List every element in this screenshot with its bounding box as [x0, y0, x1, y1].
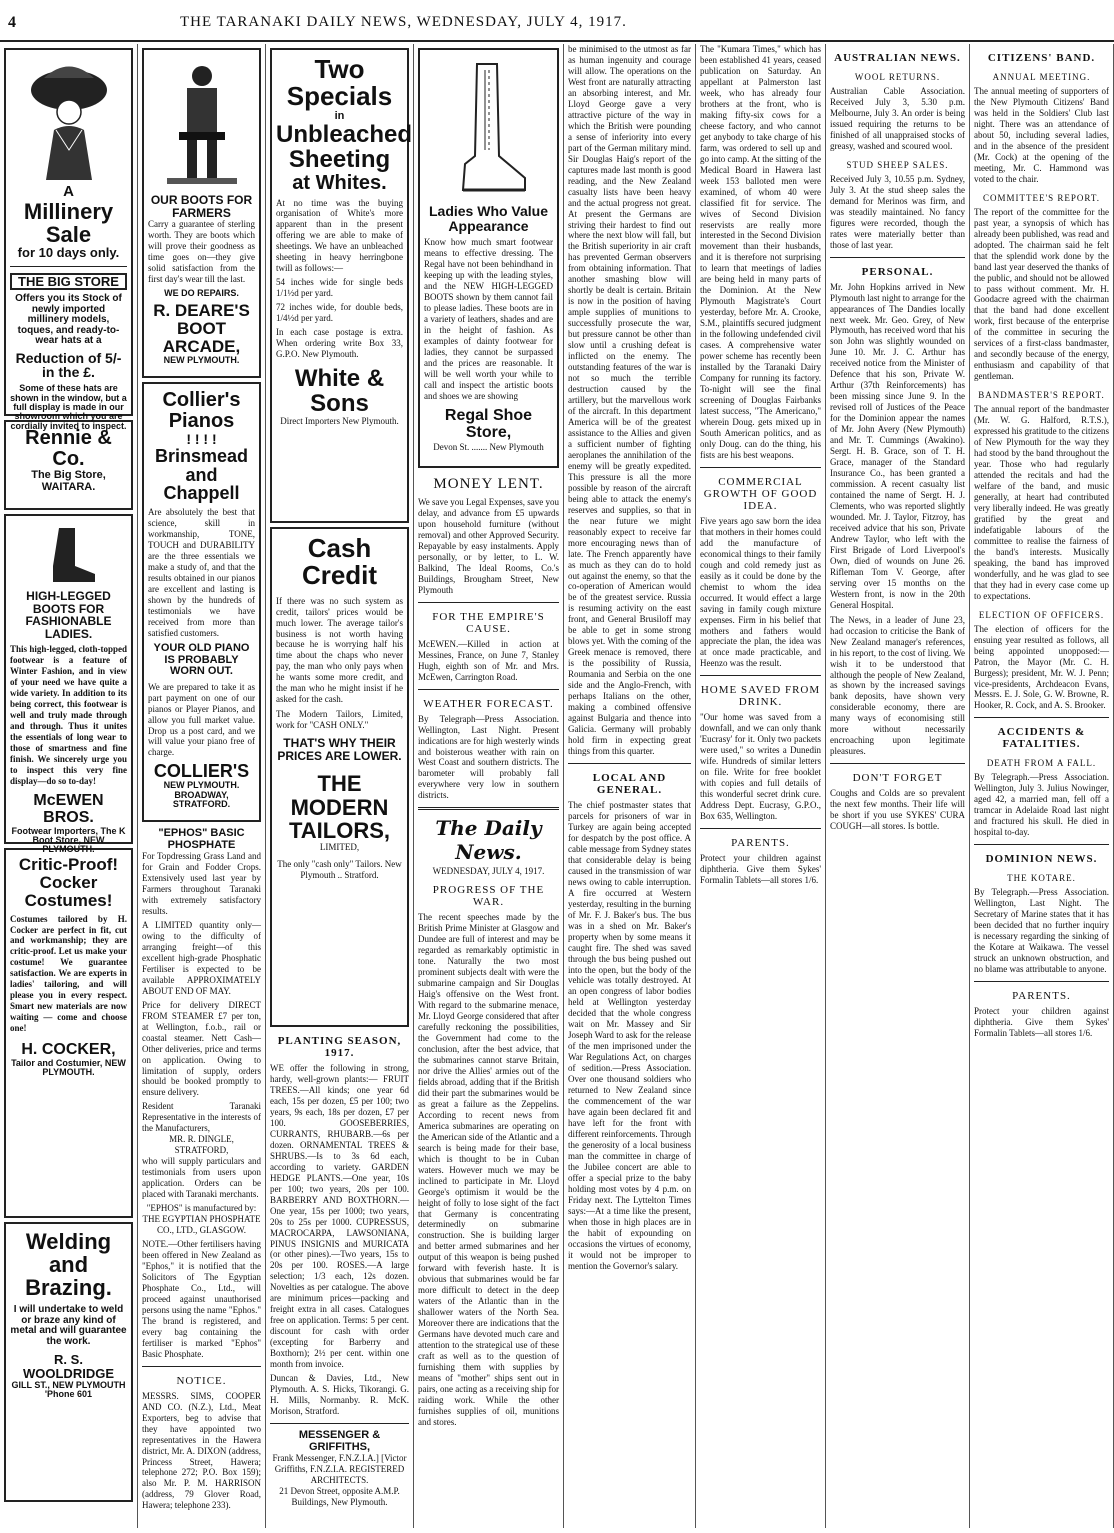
whites-body: At no time was the buying organisation of White's more apparent than in the present offering we are able to make of sheetings. We have an unbleached sheeting in heavy herringbone twill as follows:—: [276, 197, 403, 274]
rennie-firm: Rennie & Co.: [25, 427, 112, 470]
stud-sheep-body: Received July 3, 10.55 p.m. Sydney, July 3. At the stud sheep sales the demand for Merinos was firm, and was steadily maintained. No fancy figures were recorded, though the rates were materially better than those of last year.: [830, 173, 965, 250]
cocker-title: Critic-Proof! Cocker Costumes!: [18, 855, 119, 910]
dont-forget-title: DON'T FORGET: [852, 772, 943, 785]
whites-title1: Two Specials: [286, 54, 393, 112]
parents-body-col8: Protect your children against diphtheria. Give them Sykes' Formalin Tablets—all stores 1/6.: [974, 1005, 1109, 1038]
welding-ad: [4, 1222, 133, 1502]
collier-pianos-ad: [142, 382, 261, 822]
daily-news-nameplate: The Daily News.: [435, 816, 542, 865]
whites-title4: at Whites.: [292, 171, 387, 194]
ephos-rep-name: MR. R. DINGLE, STRATFORD,: [169, 1134, 234, 1156]
welding-title: Welding and Brazing.: [25, 1229, 112, 1301]
money-lent-title: MONEY LENT.: [433, 476, 544, 492]
ephos-rep: Resident Taranaki Representative in the interests of the Manufacturers,: [142, 1101, 261, 1134]
big-store-banner: THE BIG STORE: [10, 273, 127, 291]
planting-firms: Duncan & Davies, Ltd., New Plymouth. A. S. Hicks, Tikorangi. G. H. Mills, Normanby. R. McK. Morison, Stratford.: [270, 1373, 409, 1417]
weather-title: WEATHER FORECAST.: [423, 697, 554, 710]
collier-tag: NEW PLYMOUTH. BROADWAY, STRATFORD.: [163, 780, 240, 810]
collier-title: Collier's Pianos: [162, 389, 241, 432]
cocker-firm: H. COCKER,: [21, 1041, 116, 1059]
kotare-title: THE KOTARE.: [1007, 873, 1076, 884]
commercial-title: COMMERCIAL GROWTH OF GOOD IDEA.: [703, 475, 818, 512]
big-store-body2: Some of these hats are shown in the window, but a full display is made in our showroom which you are cordially invited to inspect.: [10, 383, 127, 431]
editorial-date: WEDNESDAY, JULY 4, 1917.: [432, 866, 545, 877]
messenger-addr: 21 Devon Street, opposite A.M.P. Buildings, New Plymouth.: [279, 1486, 400, 1507]
cash-credit-body2: The Modern Tailors, Limited, work for "CASH ONLY.": [276, 709, 403, 731]
empire-body: McEWEN.—Killed in action at Messines, France, on June 7, Stanley Hugh, eighth son of Mr. and Mrs. McEwen, Carrington Road.: [418, 638, 559, 682]
reduction-text: Reduction of 5/- in the £.: [15, 349, 122, 381]
modern-tailors-tag: The only "cash only" Tailors. New Plymouth .. Stratford.: [277, 858, 402, 880]
regal-firm: Regal Shoe Store,: [444, 406, 533, 441]
deare-firm: R. DEARE'S BOOT ARCADE,: [153, 301, 250, 357]
whites-title2: in: [334, 109, 345, 122]
editorial-title: PROGRESS OF THE WAR.: [432, 884, 545, 909]
stud-sheep-title: STUD SHEEP SALES.: [846, 159, 949, 170]
accidents-title: ACCIDENTS & FATALITIES.: [997, 726, 1086, 751]
mcewen-tag: Footwear Importers, The K Boot Store, NEW PLYMOUTH.: [11, 825, 126, 855]
farmer-illustration: [148, 60, 255, 190]
newspaper-title: THE TARANAKI DAILY NEWS, WEDNESDAY, JULY 4, 1917.: [180, 14, 627, 30]
deare-repairs: WE DO REPAIRS.: [164, 288, 239, 298]
annual-meeting-title: ANNUAL MEETING.: [992, 72, 1091, 82]
collier-sub: YOUR OLD PIANO IS PROBABLY WORN OUT.: [153, 641, 250, 678]
collier-exclaim: ! ! ! !: [186, 431, 217, 447]
collier-brands: Brinsmead and Chappell: [154, 445, 249, 504]
election-body: The election of officers for the ensuing year resulted as follows, all being appointed unopposed:—Patron, the Mayor (Mr. C. H. Burgess); president, Mr. W. J. Penn; vice-presidents, Archdeacon Evans, Messrs. E. J. Sole, G. W. Browne, R. Hooker, R. Cock, and A. S. Brooker.: [974, 623, 1109, 711]
regal-title: Ladies Who Value Appearance: [428, 203, 549, 234]
high-legged-boots-ad: [4, 514, 133, 855]
citizens-band-title: CITIZENS' BAND.: [987, 52, 1096, 64]
ephos-body4: who will supply particulars and testimonials from users upon application. Orders can be placed with Taranaki merchants.: [142, 1156, 261, 1200]
mcewen-firm: McEWEN BROS.: [33, 791, 104, 826]
wooldridge-tag: GILL ST., NEW PLYMOUTH: [11, 1379, 126, 1390]
collier-body: Are absolutely the best that science, skill in workmanship, TONE, TOUCH and DURABILITY are the three essentials we make a study of, and that the results obtained in our pianos are excellent and lasting is shown by the hundreds of testimonials we have received from more than satisfied customers.: [148, 507, 255, 639]
parents-title-col8: PARENTS.: [1012, 989, 1071, 1002]
column-1: [0, 44, 138, 1528]
ephos-title: "EPHOS" BASIC PHOSPHATE: [158, 827, 245, 851]
election-title: ELECTION OF OFFICERS.: [978, 609, 1105, 620]
whites-item2: 72 inches wide, for double beds, 1/4½d per yard.: [276, 302, 403, 324]
notice-title: NOTICE.: [176, 1374, 227, 1387]
welding-body: I will undertake to weld or braze any kind of metal and will guarantee the work.: [10, 1304, 127, 1347]
big-store-body: Offers you its Stock of newly imported millinery models, toques, and ready-to-wear hats at a: [15, 293, 122, 347]
personal-title: PERSONAL.: [861, 265, 934, 278]
personal-body: Mr. John Hopkins arrived in New Plymouth last night to arrange for the appearances of The Dandies locally next week. Mr. Geo. Grey, of New Plymouth, has received word that his son John was slightly wounded on June 10. Mr. J. C. Arthur has received notice from the Minister of Defence that his son, Private W. Arthur (37th Reinforcements) has been missing since June 9. In the revised roll of Justices of the Peace for the Dominion appear the names of Mr. John Avery (New Plymouth) and Mr. T. Cummings (Awakino). Sergt. H. B. Grace, son of T. H. Grace, manager of the Standard Insurance Co., has been granted a commission. A recent casualty list contained the name of Sergt. H. J. Clements, who was reported slightly wounded. Mr. J. Taylor, Fitzroy, has received advice that his son, Private Andrew Taylor, who left with the First Brigade of Lord Liverpool's Own, died of wounds on June 26. Rifleman Tom V. George, after serving over 15 months on the Western front, is now in the 20th General Hospital.: [830, 281, 965, 610]
deare-tag: NEW PLYMOUTH.: [163, 354, 240, 365]
page-number: 4: [8, 14, 16, 31]
local-general-body: The chief postmaster states that parcels for prisoners of war in Turkey are again being accepted for despatch by the post office. A cable message from Sydney states that considerable delay is being caused in the transmission of war news owing to cable interruption. A fire occurred at Western yesterday, resulting in the burning of Mr. F. J. Baker's bus. The bus was in a shed on Mr. Baker's property when by some means it caught fire. The shed was saved through the bus being pushed out into the open, but the body of the vehicle was totally destroyed. At an open congress of labor bodies held at Wellington yesterday decided that the whole congress wait on Mr. Massey and Sir Joseph Ward to ask for the release of the men imprisoned under the War Regulations Act, on charges of sedition.—Press Association. Over one thousand soldiers who returned to New Zealand since the commencement of the war have again been declared fit and have left for the front with different reinforcements. Through the generosity of a local business man the committee in charge of the Jubilee concert are able to offer a special prize to the baby holding most votes by 4 p.m. on Friday next. The Lyttelton Times says:—At a time like the present, when those in high places are in the habit of expounding on occasions the virtues of economy, it would not be improper to mention the Governor's salary.: [568, 799, 691, 1271]
messenger-firm: MESSENGER & GRIFFITHS,: [298, 1429, 381, 1453]
home-saved-title: HOME SAVED FROM DRINK.: [700, 684, 821, 709]
whites-title3: Unbleached Sheeting: [276, 121, 413, 174]
whites-sheeting-ad: [270, 48, 413, 523]
dominion-news-title: DOMINION NEWS.: [985, 853, 1098, 866]
band-body: The annual meeting of supporters of the New Plymouth Citizens' Band was held in the Soldiers' Club last night. There was an attendance of about 50, including several ladies, and in the absence of the president (Mr. Cock) at the opening of the meeting, Mr. C. Hammond was voted to the chair.: [974, 86, 1109, 184]
cash-credit-body: If there was no such system as credit, tailors' prices would be much lower. The average tailor's business is not worth having because he is worrying half his time about the chaps who never pay, the man who only pays when he wants some more credit, and the man who he might insist if he asked for the cash.: [276, 595, 403, 705]
cash-credit-title: Cash Credit: [301, 533, 378, 591]
boot-illustration: [10, 526, 127, 586]
rennie-tag: The Big Store, WAITARA.: [31, 469, 106, 493]
deare-title: OUR BOOTS FOR FARMERS: [150, 193, 253, 220]
local-general-title: LOCAL AND GENERAL.: [592, 771, 667, 796]
deare-boot-ad: [142, 48, 261, 378]
millinery-letter: A: [63, 183, 74, 200]
news-leader-body: The News, in a leader of June 23, had occasion to criticise the Bank of New Zealand manager's references, in his report, to the cost of living. We wish it to be understood that although the people of New Zealand, as shown by the increased savings bank deposits, have shown very considerable economy, there are many ways of economising still more without necessarily encroaching upon legitimate pleasures.: [830, 614, 965, 757]
committee-report-title: COMMITTEE'S REPORT.: [983, 192, 1100, 203]
news-body: The "Kumara Times," which has been established 41 years, ceased publication on Saturday. An appellant at Palmerston last week, who has already four brothers at the front, who is making fifty-six cows for a cheese factory, and who cannot get anybody to take charge of his farm, was ordered to sell up and go into camp. At the sitting of the Medical Board in Hawera last week 153 balloted men were examined, of whom 40 were classified fit for service. The wives of Second Division reservists are really more interested in the Second Division movement than their husbands, and it is therefore not surprising to learn that meetings of ladies are being held in many parts of the Dominion. At the New Plymouth Magistrate's Court yesterday, before Mr. A. Crooke, S.M., plaintiffs secured judgment in the following undefended civil cases. A comprehensive water power scheme has recently been installed by the Taranaki Dairy Company for running its factory. To-night will see the final screening of Douglas Fairbanks latest success, "The Americano," wherein Doug. gets mixed up in South American politics, and as only Doug. can do the thing, his fists are his best weapons.: [700, 44, 821, 460]
ephos-body: For Topdressing Grass Land and for Grain and Fodder Crops. Extensively used last year by Farmers throughout Taranaki with extremely satisfactory results.: [142, 851, 261, 916]
sale-heading: Sale: [45, 221, 92, 247]
millinery-ad: [4, 48, 133, 431]
high-legged-body: This high-legged, cloth-topped footwear is a feature of Winter Fashion, and in view of your need we have quite a wide variety. In addition to its being correct, this footwear is well and truly made through and through. Thus it unites the essentials of long wear to those of smartness and fine finish. We sincerely urge you to inspect this very fine display—do so to-day!: [10, 644, 127, 786]
death-fall-body: By Telegraph.—Press Association. Wellington, July 3. Julius Nowinger, aged 42, a married man, fell off a tramcar in Adelaide Road last night and fractured his skull. He died in hospital to-day.: [974, 772, 1109, 838]
committee-report-body: The report of the committee for the past year, a synopsis of which has already been published, was read and adopted. The chairman said he felt that the splendid work done by the band last year deserved the thanks of the public, and should not be allowed to pass without comment. Mr. H. Goodacre agreed with the chairman that the band had done excellent work, first because of the enterprise of the committee in securing the services of a first-class bandmaster, and secondly because of the energy, enthusiasm and capability of that gentleman.: [974, 206, 1109, 382]
regal-tag: Devon St. ....... New Plymouth: [433, 441, 544, 452]
whites-tag: Direct Importers New Plymouth.: [280, 416, 399, 427]
wool-returns-body: Australian Cable Association. Received July 3, 5.30 p.m. Melbourne, July 3. An order is being issued requiring the returns to be finished of all unappraised stocks of greasy, washed and scoured wool.: [830, 86, 965, 151]
planting-title: PLANTING SEASON, 1917.: [277, 1035, 402, 1059]
modern-tailors-ltd: LIMITED,: [319, 841, 360, 852]
bandmaster-report-body: The annual report of the bandmaster (Mr. W. G. Halford, R.T.S.), expressed his gratitude to the citizens of New Plymouth for the way they had stood by the band throughout the year. Those who had regularly attended the recitals and had the welfare of the band, and music generally, at heart had contributed very liberally indeed. He was greatly gratified by the great and indefatigable labours of the committee to realise the fairness of the band's interests. Musically speaking, the band has improved wonderfully, and he was glad to see that they had in every case come up to expectations.: [974, 404, 1109, 601]
ephos-maker: "EPHOS" is manufactured by: THE EGYPTIAN PHOSPHATE CO., LTD., GLASGOW.: [142, 1203, 261, 1236]
column-6: [696, 44, 826, 1528]
cash-credit-ad: [270, 527, 409, 1027]
regal-body: Know how much smart footwear means to effective dressing. The Regal have not been behindhand in keeping up with the leading styles, and the NEW HIGH-LEGGED BOOTS shown by them cannot fail to please ladies. These boots are in a variety of leathers, shades and are in the height of fashion. As examples of dainty footwear for ladies, they cannot be surpassed and the prices are reasonable. It will be well worth your while to call and inspect the artistic boots and shoes we are showing: [424, 237, 553, 401]
millinery-heading: Millinery: [23, 198, 114, 224]
lady-hat-illustration: [10, 60, 127, 180]
dont-forget-body: Coughs and Colds are so prevalent the next few months. Their life will be short if you use SYKES' CURA COUGH—all stores. Is bottle.: [830, 788, 965, 832]
shoe-illustration: [424, 60, 553, 200]
parents-title-col6: PARENTS.: [731, 837, 790, 850]
regal-shoe-ad: [418, 48, 559, 468]
column-4: [414, 44, 564, 1528]
ephos-body2: A LIMITED quantity only—owing to the difficulty of arranging freight—of this excellent high-grade Phosphatic Fertiliser is expected to be available APPROXIMATELY ABOUT END OF MAY.: [142, 919, 261, 996]
sale-duration: for 10 days only.: [17, 244, 120, 260]
ephos-body3: Price for delivery DIRECT FROM STEAMER £7 per ton, at Wellington, f.o.b., rail or coastal steamer. Nett Cash—Other deliveries, price and terms on application. Owing to limitation of supply, orders should be booked promptly to ensure delivery.: [142, 999, 261, 1098]
column-2: [138, 44, 266, 1528]
messenger-reg: Frank Messenger, F.N.Z.I.A.] [Victor Griffiths, F.N.Z.I.A. REGISTERED ARCHITECTS.: [272, 1453, 407, 1486]
modern-tailors-firm: THE MODERN TAILORS,: [288, 771, 391, 843]
masthead: [0, 0, 1114, 42]
whites-item1: 54 inches wide for single beds 1/1½d per yard.: [276, 277, 403, 299]
war-continued: be minimised to the utmost as far as human ingenuity and courage will allow. The operations on the West front are naturally attracting an absorbing interest, and Mr. Lloyd George gave a very attractive picture of the way in which the British were pounding a sense of inferiority into every part of the German military mind. Sir Douglas Haig's report of the captures made last month is good reading, and the New Zealand casualty lists have been heavy and the actual progress not great. At present the Germans are striving their hardest to find out where the next blow will fall, but the British superiority in air craft has prevented German observers from obtaining information. That another smashing blow will shortly be dealt is certain. Britain is now in the position of having ample supplies of munitions to successfully prosecute the war, but pressure cannot be other than slow until a crushing defeat is inflicted on the enemy. The outstanding features of the war is not so much the terrible destruction caused by the artillery, but the marvellous work of the aircraft. In this department America will be of the greatest assistance to the Allies and given a sufficient number of fighting aeroplanes the annihilation of the enemy will be greatly expedited. This pressure is all the more possible by reason of the aircraft being able to attack the enemy's reserves and supplies, so that in the near future we might reasonably expect to receive far more encouraging news than of late. The French apparently have as much as they can do to hold out against the enemy, so that the co-operation of American would be of the greatest service. Russia is resuming activity on the east front, and General Brusiloff may be able to get in some strong blows yet. With the coming of the Greek menace is removed, there is the possibility of Russia, Roumania and Serbia on the one side and the Anglo-French, with perhaps Italians on the other, making a combined offensive against Bulgaria and thence into Galicia. Germany will probably hold firm in expecting great things from this quarter.: [568, 44, 691, 756]
whites-body2: In each case postage is extra. When ordering write Box 33, G.P.O. New Plymouth.: [276, 327, 403, 360]
ephos-ad: [142, 828, 261, 1360]
cocker-ad: [4, 848, 133, 1218]
column-8: [970, 44, 1114, 1528]
cocker-body: Costumes tailored by H. Cocker are perfect in fit, cut and workmanship; they are critic-proof. Let us make your costume! We guarantee satisfaction. We are experts in ladies' tailoring, and will please you in every respect. Smart new materials are now waiting — come and choose one!: [10, 913, 127, 1034]
column-5: [564, 44, 696, 1528]
collier-body2: We are prepared to take it as part payment on one of our pianos or Player Pianos, and allow you full market value. Drop us a post card, and we will value your piano free of charge.: [148, 681, 255, 758]
home-saved-body: "Our home was saved from a downfall, and we can only thank 'Eucrasy' for it. Only two packets were used," so writes a Dunedin wife. Hundreds of similar letters on file. Write for free booklet with copies and full details of this wonderful secret drink cure. Address Dept. Eucrasy, G.P.O., Box 635, Wellington.: [700, 712, 821, 822]
whites-firm: White & Sons: [294, 365, 385, 418]
australian-news-title: AUSTRALIAN NEWS.: [834, 52, 961, 64]
bandmaster-report-title: BANDMASTER'S REPORT.: [978, 390, 1105, 401]
weather-body: By Telegraph—Press Association. Wellington, Last Night. Present indications are for high westerly winds and boisterous weather with rain on West Coast and southern districts. The barometer will probably fall everywhere very low in southern districts.: [418, 713, 559, 801]
money-lent-body: We save you Legal Expenses, save you delay, and advance from £5 upwards upon household furniture (without removal) and other Approved Security. Repayable by easy instalments. Apply personally, or by letter, to L. W. Balkind, The Ideal Rooms, Co.'s Buildings, Brougham Street, New Plymouth: [418, 497, 559, 595]
commercial-body: Five years ago saw born the idea that mothers in their homes could add the manufacture of economical things to their family cough and cold remedy just as easily as it could be done by the chemist to whom the idea occurred. It would effect a large saving in family cough mixture expenses. Firm in his belief that mothers and fathers would appreciate the plan, the idea was at once made practicable, and Heenzo was the result.: [700, 515, 821, 669]
empire-title: FOR THE EMPIRE'S CAUSE.: [432, 610, 545, 635]
wool-returns-title: WOOL RETURNS.: [854, 72, 941, 82]
kotare-body: By Telegraph.—Press Association. Wellington, Last Night. The Secretary of Marine states that it has been decided that no further inquiry is necessary regarding the sinking of the Kotare at Waikawa. The vessel struck an unknown obstruction, and no blame was attributable to anyone.: [974, 887, 1109, 974]
rennie-ad: [4, 420, 133, 510]
column-3: [266, 44, 414, 1528]
death-fall-title: DEATH FROM A FALL.: [986, 758, 1097, 769]
column-7: [826, 44, 970, 1528]
cash-credit-sub: THAT'S WHY THEIR PRICES ARE LOWER.: [277, 736, 402, 763]
high-legged-title: HIGH-LEGGED BOOTS FOR FASHIONABLE LADIES.: [25, 589, 112, 641]
cocker-tag: Tailor and Costumier, NEW PLYMOUTH.: [11, 1057, 126, 1078]
collier-firm: COLLIER'S: [153, 761, 250, 782]
wooldridge-phone: 'Phone 601: [44, 1389, 93, 1399]
notice-body: MESSRS. SIMS, COOPER AND CO. (N.Z.), Ltd., Meat Exporters, beg to advise that they have appointed two representatives in the Hawera district, Mr. A. DIXON (address, Princess Street, Hawera; telephone 272; P.O. Box 159); also Mr. P. M. HARRISON (address, 79 Glover Road, Hawera; telephone 233).: [142, 1390, 261, 1511]
editorial-body: The recent speeches made by the British Prime Minister at Glasgow and Dundee are full of interest and may be regarded as remarkably optimistic in tone. Naturally the two most prominent subjects dealt with were the submarine campaign and Sir Douglas Haig's offensive on the West front. With regard to the submarine menace, Mr. Lloyd George considered that after carefully reckoning the possibilities, the Government had come to the conclusion, after the best advice, that the submarines cannot starve Britain, nor drive the Allies' armies out of the fields abroad, adding that if the British did their part the submarines would be as great a failure as the Zeppelins. According to recent news from America submarines are operating on the American side of the Atlantic and a search is being made for their base, which is thought to be in Cuban waters. However much we may be inclined to participate in Mr. Lloyd George's optimism it would be the height of folly to lose sight of the fact that Germany is concentrating determinedly on submarine construction. She is building larger and better armed submarines and her output of this weapon is being pushed forward with feverish haste. It is obvious that submarines would be far more difficult to detect in the deep waters of the Atlantic than in the shallower waters of the North Sea. Moreover there are indications that the Germans have devoted much care and attention to the strategical use of these craft as well as to the question of furnishing them with supplies by means of "mother" ships sent out in pairs, one acting as a receiving ship for raiding work. While the other furnishes supplies of oil, munitions and stores.: [418, 912, 559, 1427]
ephos-note: NOTE.—Other fertilisers having been offered in New Zealand as "Ephos," it is notified that the Solicitors of The Egyptian Phosphate Co., Ltd., will proceed against unauthorised persons using the name "Ephos." The brand is registered, and every bag containing the fertiliser is marked "Ephos" Basic Phosphate.: [142, 1239, 261, 1359]
planting-body: WE offer the following in strong, hardy, well-grown plants:— FRUIT TREES.—All kinds; one year 6d each, 15s per dozen, £5 per 100; two years, 9s each, 18s per dozen, £7 per 100. GOOSEBERRIES, CURRANTS, RHUBARB.—6s per dozen. ORNAMENTAL TREES & SHRUBS.—Is to 3s 6d each, according to variety. GARDEN HEDGE PLANTS.—One year, 10s per 100; two years, 20s per 100. BARBERRY AND BOXTHORN.—One year, 15s per 1000; two years, 20s to 25s per 1000. CUPRESSUS, MACROCARPA, LAWSONIANA, PINUS INSIGNIS and MURICATA (or other pines).—Two years, 15s to 20s per 100. ROSES.—A large selection; 1/3 each, 12s dozen. Novelties as per catalogue. The above are minimum prices—packing and freight extra in all cases. Catalogues free on application. Terms: 5 per cent. discount for cash with order (excepting for Barberry and Boxthorn); 2½ per cent. within one month from invoice.: [270, 1063, 409, 1370]
wooldridge-firm: R. S. WOOLDRIDGE: [23, 1352, 114, 1381]
deare-body: Carry a guarantee of sterling worth. They are boots which will prove their goodness as time goes on—they give solid satisfaction from the first day's wear till the last.: [148, 219, 255, 285]
parents-body-col6: Protect your children against diphtheria. Give them Sykes' Formalin Tablets—all stores 1/6.: [700, 853, 821, 885]
